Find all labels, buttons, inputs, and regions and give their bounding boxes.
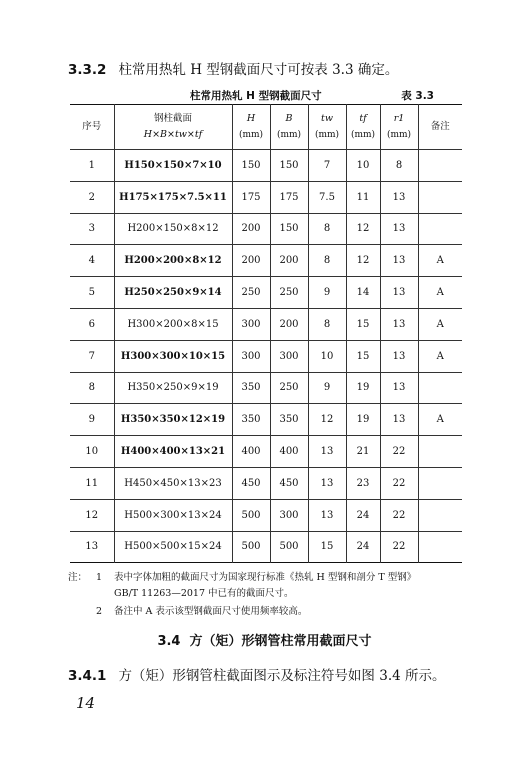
cell-remark: A (418, 308, 462, 340)
section-3-3-2 (68, 58, 488, 78)
cell-section: H500×300×13×24 (114, 499, 232, 531)
cell-tw: 15 (308, 531, 346, 563)
header-r1 (380, 105, 418, 150)
note-index: 1 (96, 572, 103, 583)
cell-h: 300 (232, 308, 270, 340)
cell-b: 300 (270, 340, 308, 372)
table-title: 柱常用热轧 H 型钢截面尺寸 (190, 90, 322, 102)
cell-b: 150 (270, 150, 308, 182)
header-b-symbol: B (285, 113, 293, 124)
cell-section: H350×250×9×19 (114, 372, 232, 404)
table-header-row (70, 105, 462, 150)
cell-tw: 10 (308, 340, 346, 372)
header-tf-symbol: tf (359, 113, 367, 124)
header-tw-unit: (mm) (314, 130, 340, 140)
note-line: 表中字体加粗的截面尺寸为国家现行标准《热轧 H 型钢和剖分 T 型钢》 (114, 572, 417, 583)
table-row (70, 531, 462, 563)
notes-lead: 注： (68, 572, 88, 583)
cell-tf: 24 (346, 531, 380, 563)
cell-tw: 8 (308, 213, 346, 245)
note-item (68, 570, 468, 602)
header-h-unit: (mm) (238, 130, 264, 140)
header-tw (308, 105, 346, 150)
table-row (70, 404, 462, 436)
cell-section: H250×250×9×14 (114, 277, 232, 309)
cell-remark (418, 213, 462, 245)
cell-tw: 13 (308, 499, 346, 531)
cell-h: 250 (232, 277, 270, 309)
h-section-table (70, 104, 462, 563)
cell-h: 500 (232, 499, 270, 531)
cell-b: 450 (270, 467, 308, 499)
table-row (70, 436, 462, 468)
cell-r1: 13 (380, 308, 418, 340)
cell-remark (418, 181, 462, 213)
header-tf (346, 105, 380, 150)
cell-remark: A (418, 245, 462, 277)
header-tw-symbol: tw (321, 113, 333, 124)
cell-b: 250 (270, 277, 308, 309)
table-caption (70, 86, 446, 104)
cell-section: H300×300×10×15 (114, 340, 232, 372)
table-row (70, 181, 462, 213)
cell-b: 150 (270, 213, 308, 245)
cell-b: 300 (270, 499, 308, 531)
cell-remark (418, 467, 462, 499)
cell-section: H450×450×13×23 (114, 467, 232, 499)
cell-seq: 3 (70, 213, 114, 245)
cell-seq: 4 (70, 245, 114, 277)
table-row (70, 150, 462, 182)
cell-tw: 7.5 (308, 181, 346, 213)
cell-tw: 13 (308, 467, 346, 499)
cell-h: 300 (232, 340, 270, 372)
cell-h: 350 (232, 404, 270, 436)
cell-r1: 13 (380, 213, 418, 245)
table-row (70, 245, 462, 277)
cell-tf: 23 (346, 467, 380, 499)
cell-b: 200 (270, 308, 308, 340)
cell-seq: 7 (70, 340, 114, 372)
header-b-unit: (mm) (276, 130, 302, 140)
cell-r1: 22 (380, 499, 418, 531)
cell-r1: 22 (380, 436, 418, 468)
cell-h: 175 (232, 181, 270, 213)
cell-section: H200×150×8×12 (114, 213, 232, 245)
header-b (270, 105, 308, 150)
cell-tw: 9 (308, 372, 346, 404)
cell-h: 150 (232, 150, 270, 182)
cell-remark (418, 499, 462, 531)
note-index: 2 (96, 606, 103, 617)
cell-section: H175×175×7.5×11 (114, 181, 232, 213)
cell-tw: 7 (308, 150, 346, 182)
cell-h: 200 (232, 245, 270, 277)
cell-h: 500 (232, 531, 270, 563)
cell-section: H300×200×8×15 (114, 308, 232, 340)
header-h (232, 105, 270, 150)
cell-tw: 12 (308, 404, 346, 436)
cell-r1: 13 (380, 404, 418, 436)
cell-r1: 13 (380, 372, 418, 404)
cell-remark: A (418, 340, 462, 372)
cell-b: 400 (270, 436, 308, 468)
cell-b: 200 (270, 245, 308, 277)
header-section-line2: H×B×tw×tf (143, 129, 203, 140)
cell-h: 350 (232, 372, 270, 404)
cell-r1: 13 (380, 181, 418, 213)
cell-tf: 15 (346, 340, 380, 372)
cell-r1: 22 (380, 531, 418, 563)
cell-r1: 13 (380, 277, 418, 309)
section-number: 3.4.1 (68, 668, 107, 684)
cell-r1: 13 (380, 245, 418, 277)
cell-h: 400 (232, 436, 270, 468)
table-body (70, 150, 462, 563)
note-line: 备注中 A 表示该型钢截面尺寸使用频率较高。 (114, 606, 308, 617)
cell-r1: 8 (380, 150, 418, 182)
cell-tw: 13 (308, 436, 346, 468)
cell-remark (418, 436, 462, 468)
header-remark: 备注 (418, 105, 462, 150)
cell-tf: 19 (346, 404, 380, 436)
section-3-4-1 (68, 664, 488, 684)
table-number: 表 3.3 (401, 90, 434, 102)
cell-seq: 9 (70, 404, 114, 436)
cell-seq: 8 (70, 372, 114, 404)
cell-tf: 12 (346, 213, 380, 245)
section-text: 柱常用热轧 H 型钢截面尺寸可按表 3.3 确定。 (118, 62, 399, 78)
section-number: 3.3.2 (68, 62, 107, 78)
header-section (114, 105, 232, 150)
section-heading-text: 方（矩）形钢管柱常用截面尺寸 (189, 634, 372, 649)
cell-section: H200×200×8×12 (114, 245, 232, 277)
cell-section: H150×150×7×10 (114, 150, 232, 182)
cell-seq: 1 (70, 150, 114, 182)
table-row (70, 467, 462, 499)
cell-section: H500×500×15×24 (114, 531, 232, 563)
cell-h: 200 (232, 213, 270, 245)
cell-tw: 8 (308, 245, 346, 277)
cell-seq: 5 (70, 277, 114, 309)
table-row (70, 372, 462, 404)
cell-tf: 24 (346, 499, 380, 531)
cell-seq: 13 (70, 531, 114, 563)
note-item (68, 604, 468, 620)
cell-tf: 14 (346, 277, 380, 309)
table-row (70, 308, 462, 340)
table-row (70, 277, 462, 309)
cell-seq: 2 (70, 181, 114, 213)
cell-seq: 6 (70, 308, 114, 340)
header-tf-unit: (mm) (350, 130, 376, 140)
cell-b: 175 (270, 181, 308, 213)
header-r1-symbol: r1 (393, 113, 405, 124)
table-row (70, 340, 462, 372)
cell-remark (418, 531, 462, 563)
header-h-symbol: H (246, 113, 256, 124)
section-3-4-heading (0, 630, 529, 649)
table-row (70, 213, 462, 245)
cell-section: H400×400×13×21 (114, 436, 232, 468)
cell-tf: 10 (346, 150, 380, 182)
cell-tf: 12 (346, 245, 380, 277)
cell-seq: 10 (70, 436, 114, 468)
cell-b: 350 (270, 404, 308, 436)
header-r1-unit: (mm) (386, 130, 412, 140)
cell-r1: 13 (380, 340, 418, 372)
cell-b: 250 (270, 372, 308, 404)
table-notes (68, 570, 468, 620)
cell-h: 450 (232, 467, 270, 499)
cell-tf: 21 (346, 436, 380, 468)
table-row (70, 499, 462, 531)
cell-tf: 15 (346, 308, 380, 340)
header-seq: 序号 (70, 105, 114, 150)
cell-tf: 11 (346, 181, 380, 213)
cell-remark: A (418, 277, 462, 309)
cell-tf: 19 (346, 372, 380, 404)
cell-tw: 8 (308, 308, 346, 340)
page-number: 14 (76, 694, 96, 712)
note-line: GB/T 11263—2017 中已有的截面尺寸。 (114, 588, 294, 599)
header-section-line1: 钢柱截面 (153, 113, 192, 124)
cell-seq: 11 (70, 467, 114, 499)
cell-section: H350×350×12×19 (114, 404, 232, 436)
cell-b: 500 (270, 531, 308, 563)
cell-remark (418, 372, 462, 404)
section-text: 方（矩）形钢管柱截面图示及标注符号如图 3.4 所示。 (118, 668, 446, 684)
section-number: 3.4 (157, 634, 181, 649)
cell-seq: 12 (70, 499, 114, 531)
cell-remark: A (418, 404, 462, 436)
cell-remark (418, 150, 462, 182)
cell-tw: 9 (308, 277, 346, 309)
cell-r1: 22 (380, 467, 418, 499)
